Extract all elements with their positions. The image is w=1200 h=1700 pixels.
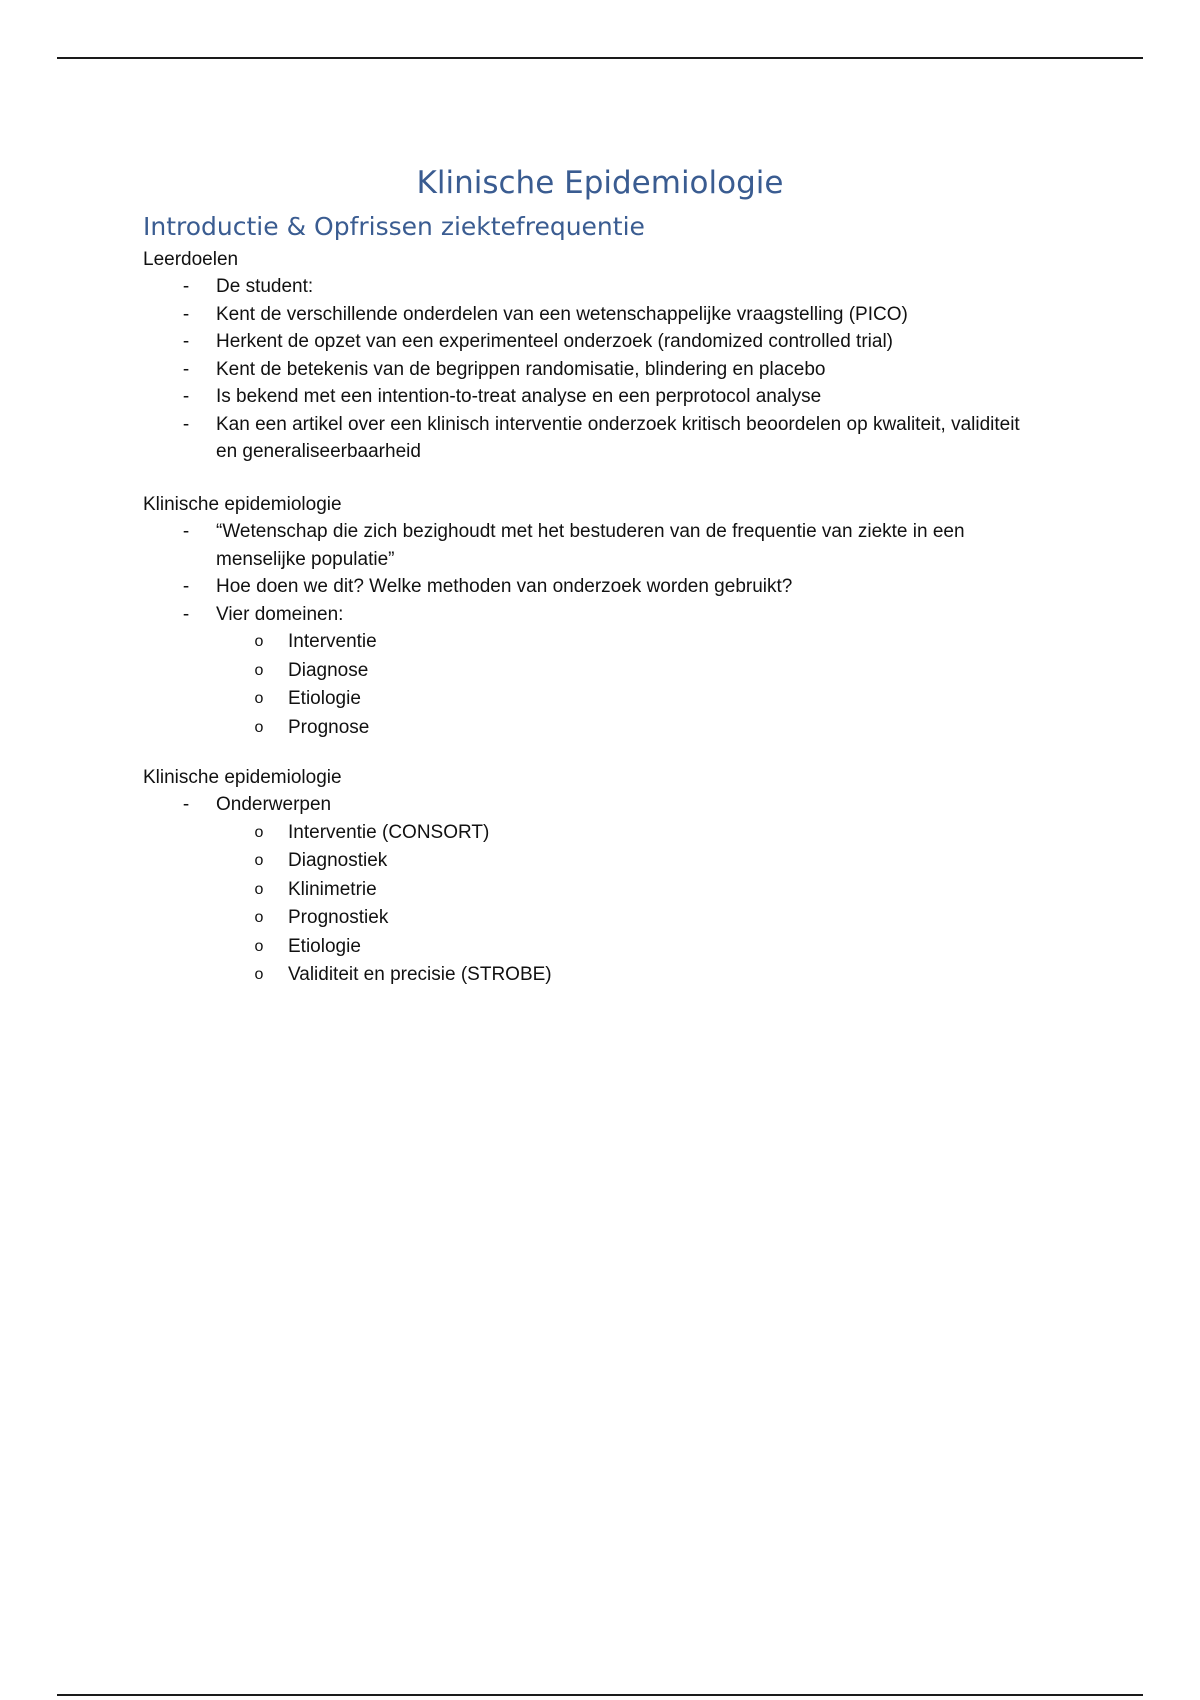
sub-list-item <box>143 847 1043 876</box>
list-item <box>143 601 1043 629</box>
list-item-text: Onderwerpen <box>216 794 332 815</box>
list-item <box>143 518 1043 573</box>
dash-list <box>143 518 1043 628</box>
dash-bullet: - <box>182 303 190 325</box>
circle-list <box>143 628 1043 742</box>
dash-bullet: - <box>182 331 190 352</box>
circle-bullet: o <box>254 937 264 955</box>
sub-list-item-text: Etiologie <box>288 935 361 957</box>
circle-bullet: o <box>254 909 264 926</box>
list-item <box>143 791 1043 819</box>
dash-bullet: - <box>182 413 190 435</box>
sub-list-item-text: Diagnostiek <box>288 850 388 871</box>
document-title: Klinische Epidemiologie <box>416 165 784 201</box>
section-klinische-epidemiologie-onderwerpen <box>143 764 1043 990</box>
sub-list-item-text: Diagnose <box>288 659 369 681</box>
dash-bullet: - <box>182 276 190 297</box>
dash-bullet: - <box>182 576 190 597</box>
sub-list-item <box>143 657 1043 686</box>
sub-list-item <box>143 819 1043 848</box>
sub-list-item-text: Klinimetrie <box>288 878 377 900</box>
dash-bullet: - <box>182 603 190 625</box>
circle-bullet: o <box>254 852 264 869</box>
sub-list-item <box>143 961 1043 990</box>
dash-bullet: - <box>182 358 190 380</box>
list-item <box>143 383 1043 411</box>
dash-bullet: - <box>182 521 190 542</box>
list-item-text: Kent de betekenis van de begrippen randomisatie, blindering en placebo <box>216 358 826 380</box>
list-item <box>143 328 1043 356</box>
list-item <box>143 301 1043 329</box>
dash-list <box>143 791 1043 819</box>
sub-list-item <box>143 876 1043 905</box>
list-item-text: De student: <box>216 276 314 297</box>
list-item-text: Hoe doen we dit? Welke methoden van onderzoek worden gebruikt? <box>216 576 793 597</box>
list-item-text: Vier domeinen: <box>216 603 344 625</box>
section-label: Klinische epidemiologie <box>143 767 342 788</box>
section-label: Leerdoelen <box>143 249 239 270</box>
sub-list-item <box>143 685 1043 714</box>
sub-list-item <box>143 628 1043 657</box>
circle-bullet: o <box>254 823 264 841</box>
circle-list <box>143 819 1043 990</box>
circle-bullet: o <box>254 880 264 898</box>
circle-bullet: o <box>254 661 264 679</box>
dash-list <box>143 273 1043 466</box>
list-item <box>143 273 1043 301</box>
dash-bullet: - <box>182 386 190 407</box>
list-item-text: Kan een artikel over een klinisch interventie onderzoek kritisch beoordelen op kwaliteit, validiteit en generaliseerbaarheid <box>216 413 1020 462</box>
list-item-text: “Wetenschap die zich bezighoudt met het bestuderen van de frequentie van ziekte in een menselijke populatie” <box>216 521 965 570</box>
circle-bullet: o <box>254 966 264 983</box>
circle-bullet: o <box>254 633 264 650</box>
sub-list-item-text: Interventie (CONSORT) <box>288 821 490 843</box>
dash-bullet: - <box>182 794 190 815</box>
circle-bullet: o <box>254 718 264 736</box>
list-item <box>143 356 1043 384</box>
sub-list-item <box>143 933 1043 962</box>
sub-list-item-text: Interventie <box>288 631 377 652</box>
sub-list-item-text: Prognose <box>288 716 370 738</box>
list-item-text: Kent de verschillende onderdelen van een wetenschappelijke vraagstelling (PICO) <box>216 303 908 325</box>
section-klinische-epidemiologie-domeinen <box>143 491 1043 742</box>
sub-list-item-text: Prognostiek <box>288 907 389 928</box>
section-label: Klinische epidemiologie <box>143 494 342 515</box>
sub-list-item-text: Validiteit en precisie (STROBE) <box>288 964 552 985</box>
sub-list-item-text: Etiologie <box>288 688 361 709</box>
sub-list-item <box>143 714 1043 743</box>
list-item-text: Is bekend met een intention-to-treat analyse en een perprotocol analyse <box>216 386 822 407</box>
section-heading: Introductie & Opfrissen ziektefrequentie <box>143 212 645 241</box>
header-rule <box>57 57 1143 59</box>
circle-bullet: o <box>254 690 264 707</box>
list-item <box>143 573 1043 601</box>
list-item <box>143 411 1043 466</box>
sub-list-item <box>143 904 1043 933</box>
section-leerdoelen <box>143 246 1043 466</box>
list-item-text: Herkent de opzet van een experimenteel onderzoek (randomized controlled trial) <box>216 331 893 352</box>
footer-rule <box>57 1694 1143 1696</box>
